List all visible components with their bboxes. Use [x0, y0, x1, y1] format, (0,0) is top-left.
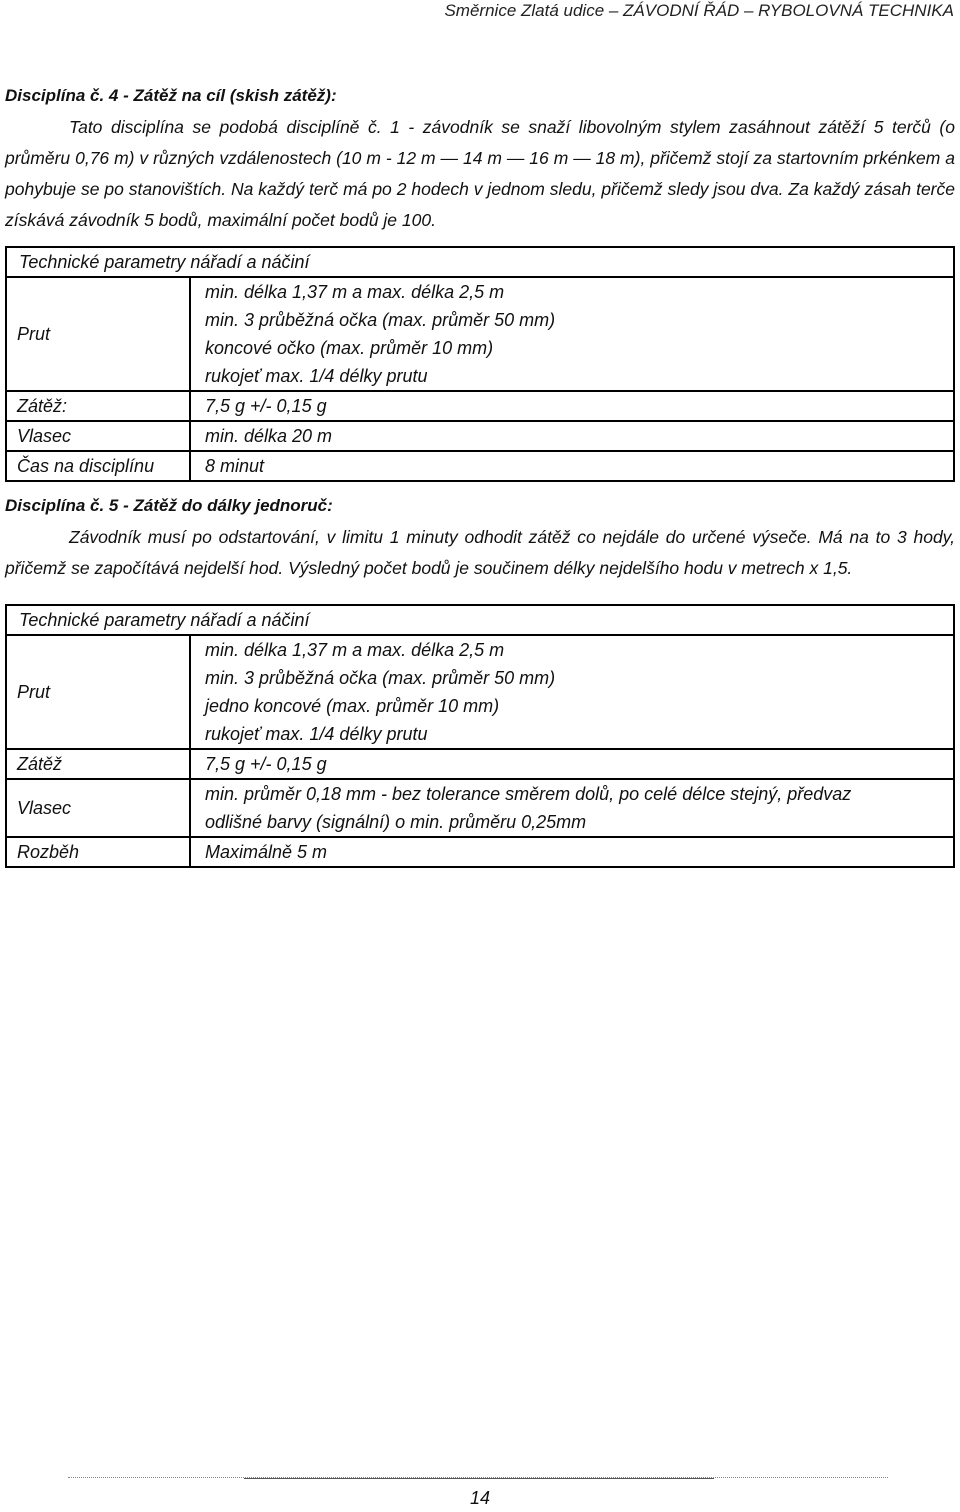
value-line: min. 3 průběžná očka (max. průměr 50 mm) [205, 310, 556, 330]
value-line: min. průměr 0,18 mm - bez tolerance směrem dolů, po celé délce stejný, předvaz [205, 784, 852, 804]
discipline-5-params-table [5, 604, 955, 868]
row-value: Maximálně 5 m [190, 837, 954, 867]
value-line: odlišné barvy (signální) o min. průměru 0,25mm [205, 812, 587, 832]
table-row [6, 451, 954, 481]
table-row [6, 391, 954, 421]
value-line: rukojeť max. 1/4 délky prutu [205, 724, 428, 744]
value-line: jedno koncové (max. průměr 10 mm) [205, 696, 500, 716]
row-label: Čas na disciplínu [6, 451, 190, 481]
row-label: Rozběh [6, 837, 190, 867]
row-label: Zátěž [6, 749, 190, 779]
row-value: 7,5 g +/- 0,15 g [190, 391, 954, 421]
row-label: Zátěž: [6, 391, 190, 421]
table-row [6, 779, 954, 837]
value-line: min. délka 1,37 m a max. délka 2,5 m [205, 282, 505, 302]
row-value [190, 277, 954, 391]
page-number: 14 [469, 1488, 491, 1508]
table-row [6, 749, 954, 779]
discipline-4-text [5, 112, 955, 236]
row-value [190, 779, 954, 837]
value-line: koncové očko (max. průměr 10 mm) [205, 338, 494, 358]
table-header: Technické parametry nářadí a náčiní [6, 605, 954, 635]
running-header: Směrnice Zlatá udice – ZÁVODNÍ ŘÁD – RYBOLOVNÁ TECHNIKA [444, 1, 954, 20]
row-label: Vlasec [6, 421, 190, 451]
value-line: min. délka 1,37 m a max. délka 2,5 m [205, 640, 505, 660]
row-value: 7,5 g +/- 0,15 g [190, 749, 954, 779]
table-row [6, 635, 954, 749]
discipline-5-title: Disciplína č. 5 - Zátěž do dálky jednoruč: [5, 496, 333, 515]
table-row [6, 277, 954, 391]
footer-divider-solid [244, 1478, 714, 1479]
value-line: rukojeť max. 1/4 délky prutu [205, 366, 428, 386]
table-row [6, 421, 954, 451]
row-value: 8 minut [190, 451, 954, 481]
table-row [6, 837, 954, 867]
discipline-5-text-body: Závodník musí po odstartování, v limitu 1 minuty odhodit zátěž co nejdále do určené výseče. Má na to 3 hody, přičemž se započítává nejdelší hod. Výsledný počet bodů je součinem délky nejdelšího hodu v metrech x 1,5. [5, 527, 955, 578]
discipline-4-text-body: Tato disciplína se podobá disciplíně č. 1 - závodník se snaží libovolným stylem zasáhnout zátěží 5 terčů (o průměru 0,76 m) v různých vzdálenostech (10 m - 12 m — 14 m — 16 m — 18 m), přičemž stojí za startovním prkénkem a pohybuje se po stanovištích. Na každý terč má po 2 hodech v jednom sledu, přičemž sledy jsou dva. Za každý zásah terče získává závodník 5 bodů, maximální počet bodů je 100. [5, 117, 955, 230]
row-value [190, 635, 954, 749]
value-line: min. 3 průběžná očka (max. průměr 50 mm) [205, 668, 556, 688]
discipline-4-title: Disciplína č. 4 - Zátěž na cíl (skish zátěž): [5, 86, 337, 105]
discipline-4-params-table [5, 246, 955, 482]
discipline-4-section [5, 84, 955, 482]
discipline-5-text [5, 522, 955, 584]
row-value: min. délka 20 m [190, 421, 954, 451]
row-label: Prut [6, 635, 190, 749]
row-label: Vlasec [6, 779, 190, 837]
discipline-5-section [5, 494, 955, 868]
row-label: Prut [6, 277, 190, 391]
table-header: Technické parametry nářadí a náčiní [6, 247, 954, 277]
